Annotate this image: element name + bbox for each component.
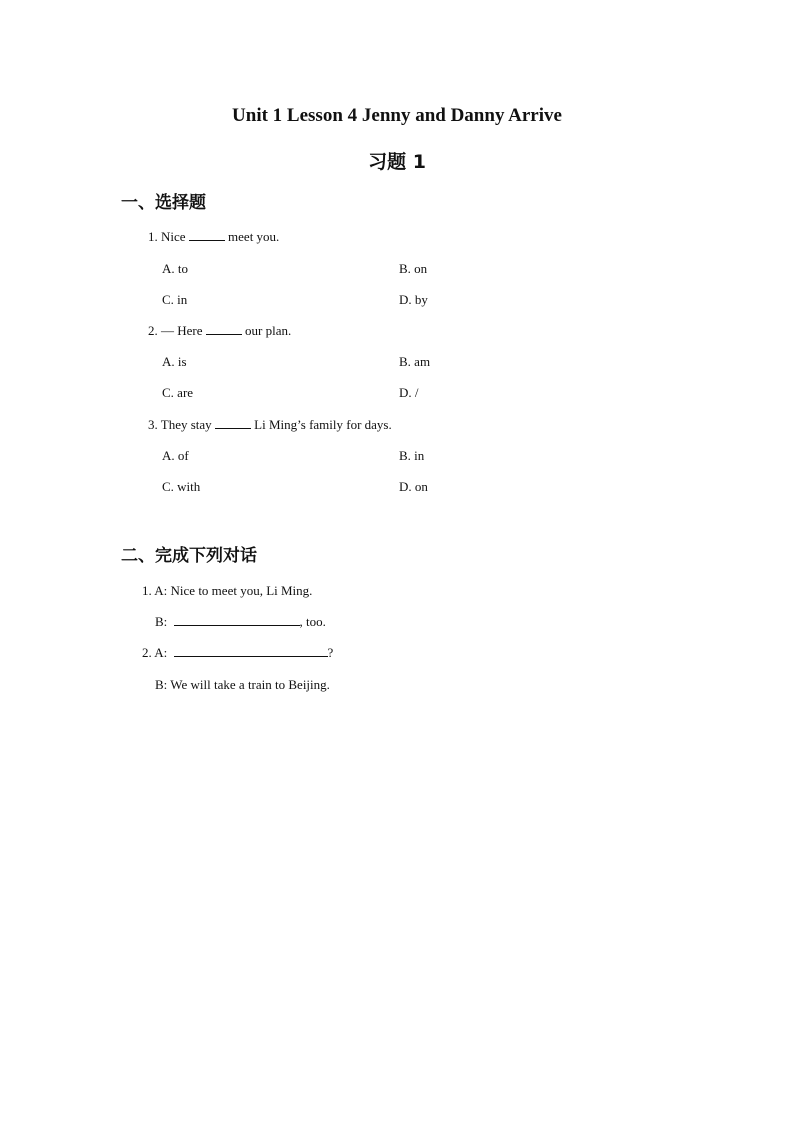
section-heading-choice: 一、选择题 bbox=[121, 193, 206, 213]
section-heading-dialogue: 二、完成下列对话 bbox=[121, 546, 257, 566]
question-2-post: our plan. bbox=[241, 323, 292, 338]
option-2b[interactable]: B. am bbox=[399, 354, 431, 369]
question-3-post: Li Ming’s family for days. bbox=[250, 417, 392, 432]
dialogue-2-a bbox=[142, 645, 333, 661]
option-2a[interactable]: A. is bbox=[162, 354, 187, 369]
option-3a[interactable]: A. of bbox=[162, 448, 189, 463]
question-3-pre: 3. They stay bbox=[148, 417, 215, 432]
option-1d[interactable]: D. by bbox=[399, 292, 428, 307]
option-3c[interactable]: C. with bbox=[162, 479, 201, 494]
dialogue-1-b-post: , too. bbox=[299, 614, 326, 629]
option-3b[interactable]: B. in bbox=[399, 448, 425, 463]
answer-blank[interactable] bbox=[206, 323, 242, 335]
option-1b[interactable]: B. on bbox=[399, 261, 428, 276]
answer-blank[interactable] bbox=[174, 645, 328, 657]
option-1a[interactable]: A. to bbox=[162, 261, 188, 276]
dialogue-1-b-pre: B: bbox=[155, 614, 171, 629]
answer-blank[interactable] bbox=[189, 229, 225, 241]
option-2c[interactable]: C. are bbox=[162, 385, 194, 400]
question-2-pre: 2. — Here bbox=[148, 323, 206, 338]
dialogue-1-b bbox=[155, 614, 326, 630]
answer-blank[interactable] bbox=[174, 614, 300, 626]
option-2d[interactable]: D. / bbox=[399, 385, 419, 400]
question-1-pre: 1. Nice bbox=[148, 229, 189, 244]
dialogue-1-a: 1. A: Nice to meet you, Li Ming. bbox=[142, 583, 313, 598]
page-subtitle: 习题 1 bbox=[368, 151, 426, 173]
question-1-post: meet you. bbox=[224, 229, 280, 244]
answer-blank[interactable] bbox=[215, 417, 251, 429]
question-3 bbox=[148, 417, 392, 433]
dialogue-2-a-post: ? bbox=[327, 645, 334, 660]
question-1 bbox=[148, 229, 279, 245]
question-2 bbox=[148, 323, 291, 339]
option-1c[interactable]: C. in bbox=[162, 292, 188, 307]
dialogue-2-b: B: We will take a train to Beijing. bbox=[155, 677, 330, 692]
option-3d[interactable]: D. on bbox=[399, 479, 428, 494]
dialogue-2-a-pre: 2. A: bbox=[142, 645, 171, 660]
page-title: Unit 1 Lesson 4 Jenny and Danny Arrive bbox=[232, 105, 562, 126]
